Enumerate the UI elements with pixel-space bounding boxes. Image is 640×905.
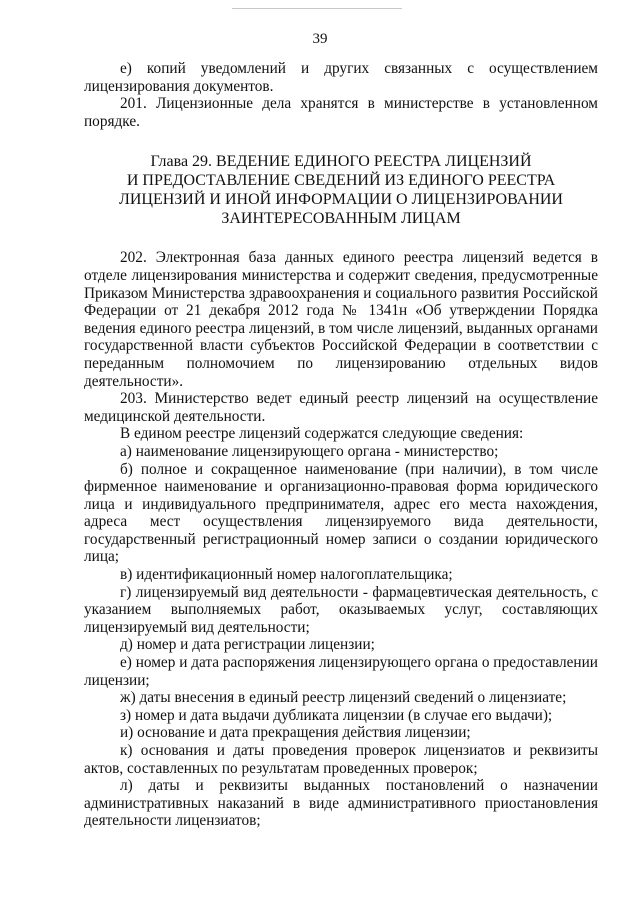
list-item-e: е) номер и дата распоряжения лицензирующего органа о предоставлении лицензии; bbox=[84, 654, 598, 689]
list-item-a: а) наименование лицензирующего органа - министерство; bbox=[120, 442, 499, 460]
list-item-d: д) номер и дата регистрации лицензии; bbox=[120, 636, 375, 654]
list-item-l: л) даты и реквизиты выданных постановлений о назначении административных наказаний в виде административного приостановления деятельности лицензиатов; bbox=[84, 777, 598, 830]
paragraph-203: 203. Министерство ведет единый реестр лицензий на осуществление медицинской деятельности. bbox=[84, 390, 598, 425]
list-item-b: б) полное и сокращенное наименование (при наличии), в том числе фирменное наименование и организационно-правовая форма юридического лица и индивидуального предпринимателя, адрес его места нахождения, адреса мест осуществления лицензируемого вида деятельности, государственный регистрационный номер записи о создании юридического лица; bbox=[84, 460, 598, 566]
paragraph-202: 202. Электронная база данных единого реестра лицензий ведется в отделе лицензирования министерства и содержит сведения, предусмотренные Приказом Министерства здравоохранения и социального развития Российской Федерации от 21 декабря 2012 года № 1341н «Об утверждении Порядка ведения единого реестра лицензий, в том числе лицензий, выданных органами государственной власти субъектов Российской Федерации в соответствии с переданным полномочием по лицензированию отдельных видов деятельности». bbox=[84, 249, 598, 390]
chapter-heading-line: ЗАИНТЕРЕСОВАННЫМ ЛИЦАМ bbox=[221, 210, 461, 228]
list-item-zh: ж) даты внесения в единый реестр лицензий сведений о лицензиате; bbox=[120, 689, 567, 707]
list-item-g: г) лицензируемый вид деятельности - фармацевтическая деятельность, с указанием выполняемых работ, оказываемых услуг, составляющих лицензируемый вид деятельности; bbox=[84, 583, 598, 636]
chapter-heading-line: И ПРЕДОСТАВЛЕНИЕ СВЕДЕНИЙ ИЗ ЕДИНОГО РЕЕСТРА bbox=[126, 172, 556, 190]
document-body bbox=[84, 60, 598, 830]
paragraph-item-e-tail: е) копий уведомлений и других связанных с осуществлением лицензирования документов. bbox=[84, 60, 598, 95]
chapter-heading-line: Глава 29. ВЕДЕНИЕ ЕДИНОГО РЕЕСТРА ЛИЦЕНЗИЙ bbox=[150, 153, 532, 171]
list-item-z: з) номер и дата выдачи дубликата лицензии (в случае его выдачи); bbox=[120, 706, 553, 724]
paragraph-201: 201. Лицензионные дела хранятся в министерстве в установленном порядке. bbox=[84, 95, 598, 130]
page-number: 39 bbox=[312, 31, 328, 47]
list-item-k: к) основания и даты проведения проверок лицензиатов и реквизиты актов, составленных по результатам проведенных проверок; bbox=[84, 742, 598, 777]
chapter-heading bbox=[84, 152, 598, 228]
scan-artifact-line bbox=[232, 8, 402, 9]
chapter-heading-line: ЛИЦЕНЗИЙ И ИНОЙ ИНФОРМАЦИИ О ЛИЦЕНЗИРОВАНИИ bbox=[119, 191, 563, 209]
list-item-i: и) основание и дата прекращения действия лицензии; bbox=[120, 724, 471, 742]
paragraph-registry-intro: В едином реестре лицензий содержатся следующие сведения: bbox=[120, 425, 524, 443]
list-item-v: в) идентификационный номер налогоплательщика; bbox=[120, 566, 453, 584]
